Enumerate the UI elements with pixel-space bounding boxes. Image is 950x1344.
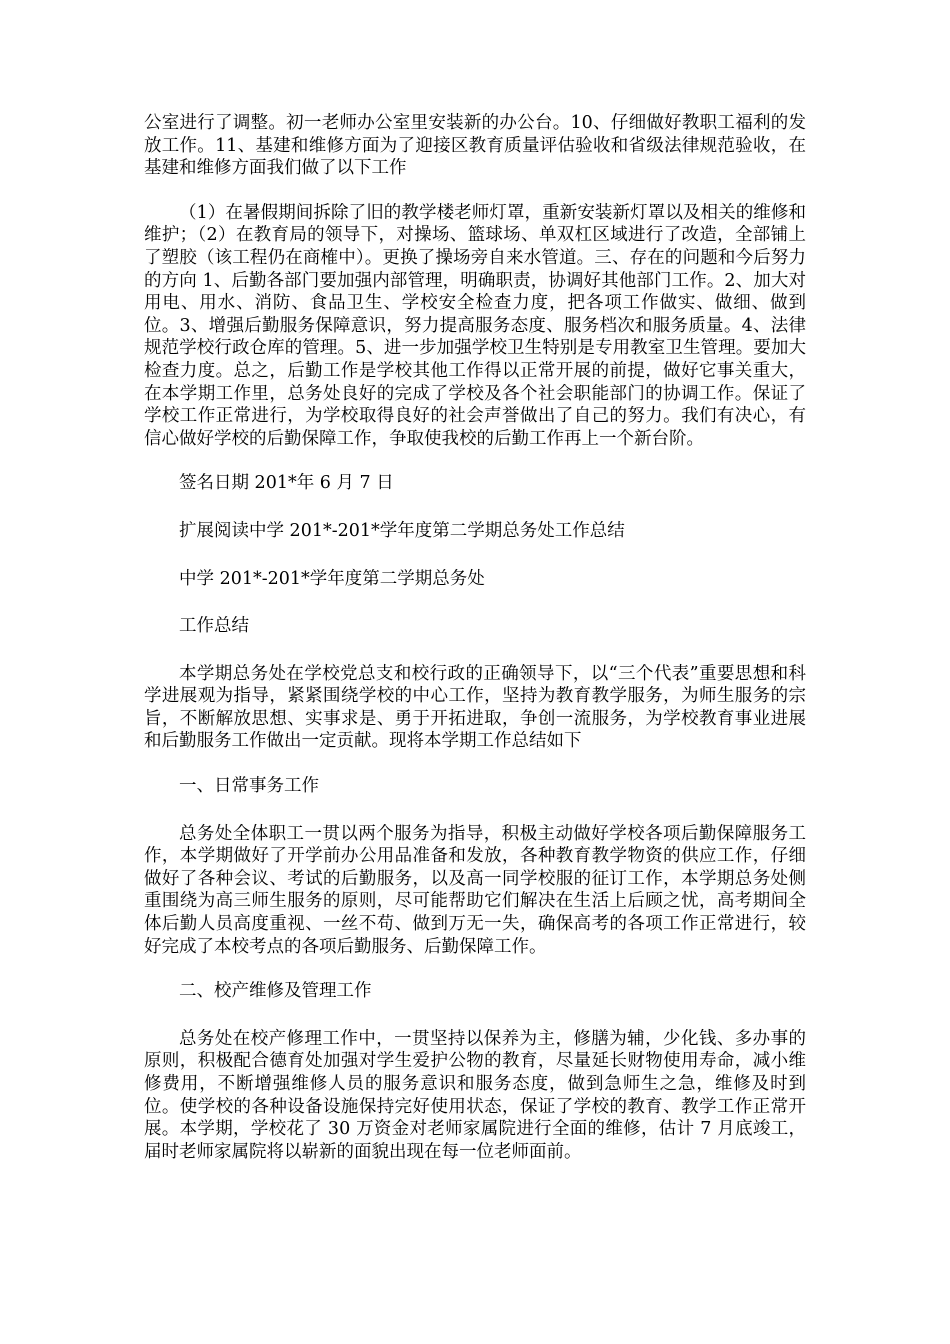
paragraph-daily-affairs: 总务处全体职工一贯以两个服务为指导，积极主动做好学校各项后勤保障服务工作，本学期做好了开学前办公用品准备和发放，各种教育教学物资的供应工作，仔细做好了各种会议、考试的后勤服务，以及高一同学校服的征订工作，本学期总务处侧重围绕为高三师生服务的原则，尽可能帮助它们解决在生活上后顾之忧，高考期间全体后勤人员高度重视、一丝不苟、做到万无一失，确保高考的各项工作正常进行，较好完成了本校考点的各项后勤服务、后勤保障工作。 [144,823,806,957]
section-title-line-2: 工作总结 [179,616,249,637]
document-page [144,112,806,1185]
extended-reading-title: 扩展阅读中学 201*-201*学年度第二学期总务处工作总结 [179,520,625,541]
paragraph-property-maintenance: 总务处在校产修理工作中，一贯坚持以保养为主，修膳为辅，少化钱、多办事的原则，积极配合德育处加强对学生爱护公物的教育，尽量延长财物使用寿命，减小维修费用，不断增强维修人员的服务意识和服务态度，做到急师生之急，维修及时到位。使学校的各种设备设施保持完好使用状态，保证了学校的教育、教学工作正常开展。本学期，学校花了 30 万资金对老师家属院进行全面的维修，估计 7 月底竣工，届时老师家属院将以崭新的面貌出现在每一位老师面前。 [144,1028,806,1162]
paragraph-maintenance-and-outlook: （1）在暑假期间拆除了旧的教学楼老师灯罩，重新安装新灯罩以及相关的维修和维护；（2）在教育局的领导下，对操场、篮球场、单双杠区域进行了改造，全部铺上了塑胶（该工程仍在商榷中）。更换了操场旁自来水管道。三、存在的问题和今后努力的方向 1、后勤各部门要加强内部管理，明确职责，协调好其他部门工作。2、加大对用电、用水、消防、食品卫生、学校安全检查力度，把各项工作做实、做细、做到位。3、增强后勤服务保障意识，努力提高服务态度、服务档次和服务质量。4、法律规范学校行政仓库的管理。5、进一步加强学校卫生特别是专用教室卫生管理。要加大检查力度。总之，后勤工作是学校其他工作得以正常开展的前提，做好它事关重大，在本学期工作里，总务处良好的完成了学校及各个社会职能部门的协调工作。保证了学校工作正常进行，为学校取得良好的社会声誉做出了自己的努力。我们有决心，有信心做好学校的后勤保障工作，争取使我校的后勤工作再上一个新台阶。 [144,202,806,449]
heading-daily-affairs: 一、日常事务工作 [179,776,319,797]
paragraph-continuation: 公室进行了调整。初一老师办公室里安装新的办公台。10、仔细做好教职工福利的发放工作。11、基建和维修方面为了迎接区教育质量评估验收和省级法律规范验收，在基建和维修方面我们做了以下工作 [144,113,806,179]
section-title-line-1: 中学 201*-201*学年度第二学期总务处 [179,568,485,589]
paragraph-introduction: 本学期总务处在学校党总支和校行政的正确领导下，以“三个代表”重要思想和科学进展观为指导，紧紧围绕学校的中心工作，坚持为教育教学服务，为师生服务的宗旨，不断解放思想、实事求是、勇于开拓进取，争创一流服务，为学校教育事业进展和后勤服务工作做出一定贡献。现将本学期工作总结如下 [144,663,806,752]
signature-date: 签名日期 201*年 6 月 7 日 [179,473,394,494]
heading-property-maintenance: 二、校产维修及管理工作 [179,981,372,1002]
